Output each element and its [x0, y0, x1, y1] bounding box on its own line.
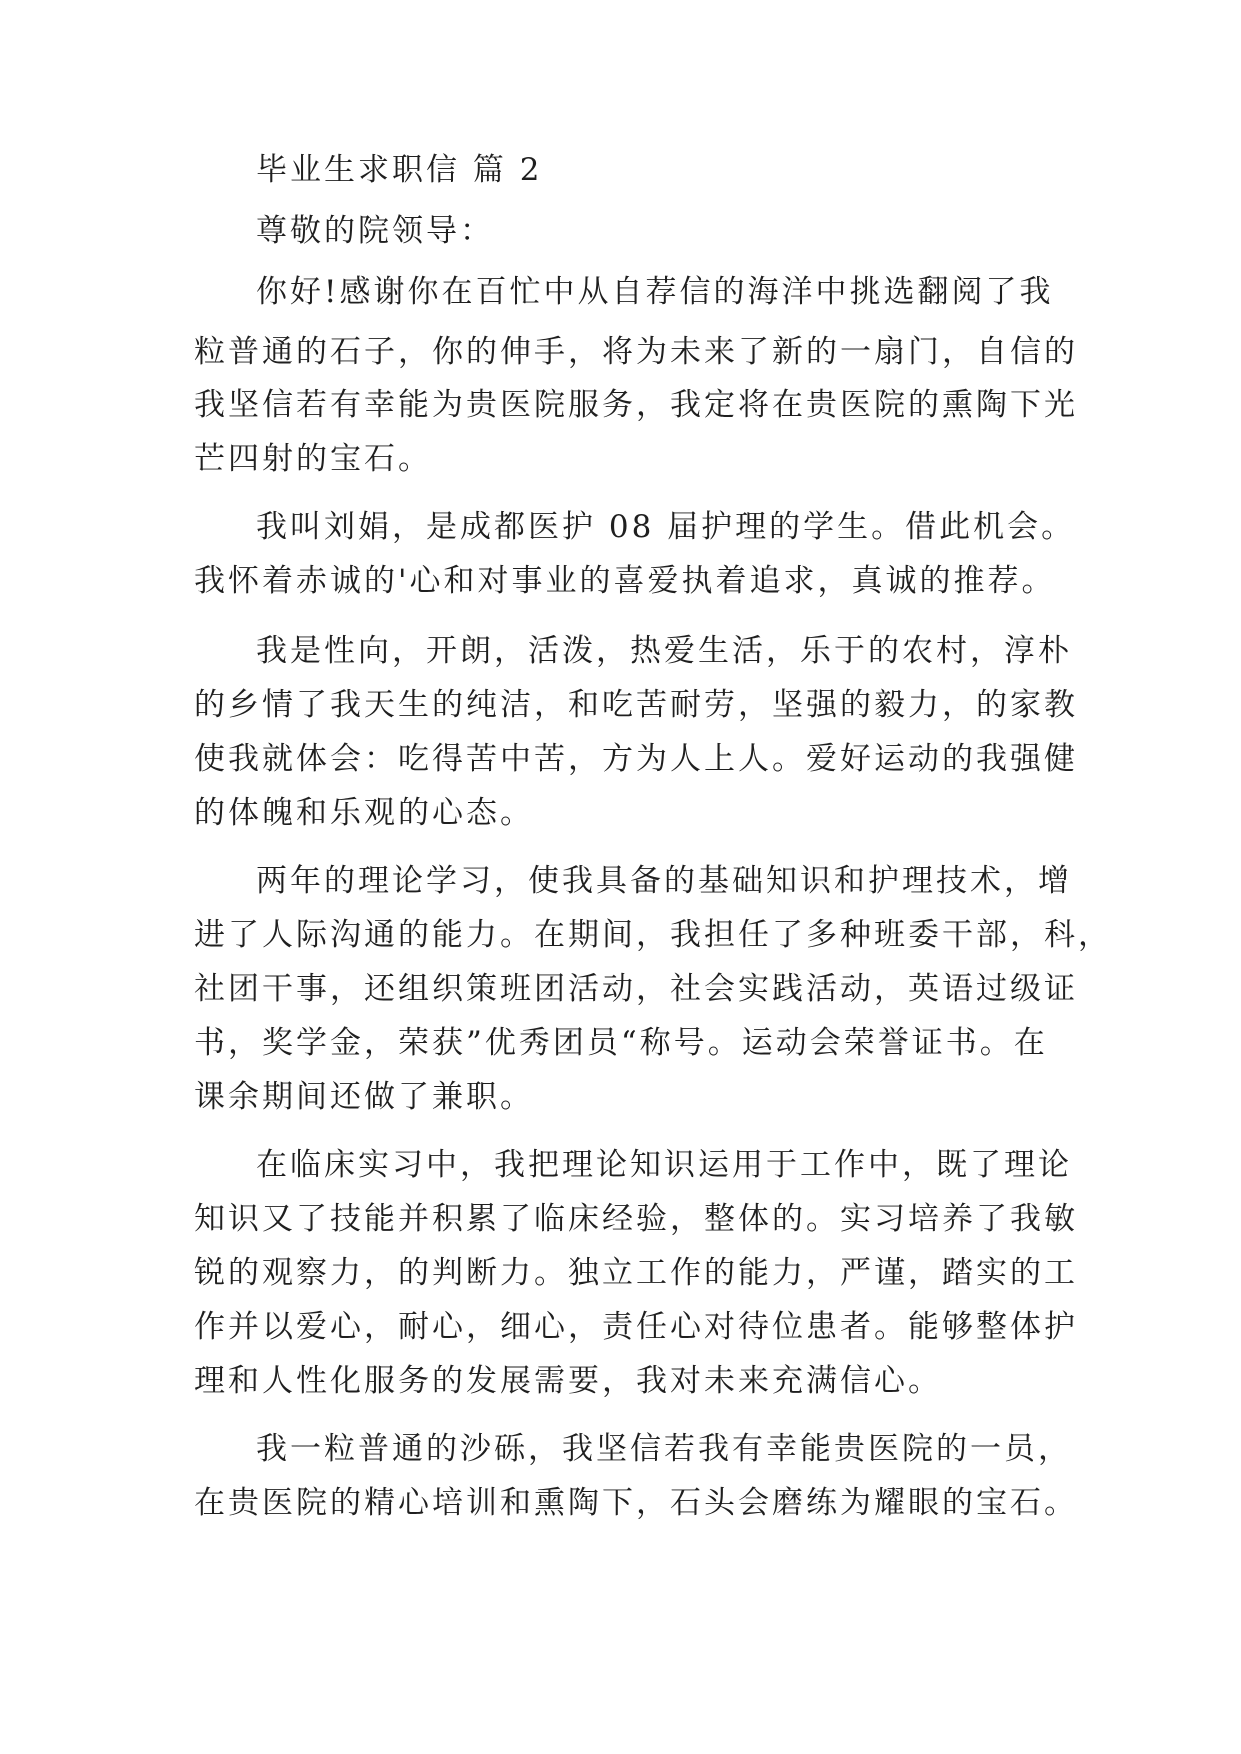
- paragraph-line: 课余期间还做了兼职。: [194, 1079, 534, 1115]
- paragraph-line: 的体魄和乐观的心态。: [194, 795, 534, 831]
- paragraph-line: 进了人际沟通的能力。在期间，我担任了多种班委干部，科，: [194, 917, 1112, 953]
- paragraph-line: 你好!感谢你在百忙中从自荐信的海洋中挑选翻阅了我: [256, 274, 1054, 310]
- paragraph-line: 作并以爱心，耐心，细心，责任心对待位患者。能够整体护: [194, 1309, 1078, 1345]
- paragraph-line: 使我就体会：吃得苦中苦，方为人上人。爱好运动的我强健: [194, 741, 1078, 777]
- paragraph-line: 我是性向，开朗，活泼，热爱生活，乐于的农村，淳朴: [256, 633, 1072, 669]
- paragraph-line: 粒普通的石子，你的伸手，将为未来了新的一扇门，自信的: [194, 334, 1078, 370]
- paragraph-line: 知识又了技能并积累了临床经验，整体的。实习培养了我敏: [194, 1201, 1078, 1237]
- paragraph-line: 我叫刘娟，是成都医护 08 届护理的学生。借此机会。: [256, 509, 1076, 545]
- paragraph-line: 我怀着赤诚的'心和对事业的喜爱执着追求，真诚的推荐。: [194, 563, 1056, 599]
- greeting: 尊敬的院领导：: [256, 213, 494, 249]
- paragraph-line: 在贵医院的精心培训和熏陶下，石头会磨练为耀眼的宝石。: [194, 1485, 1078, 1521]
- paragraph-line: 我一粒普通的沙砾，我坚信若我有幸能贵医院的一员，: [256, 1431, 1072, 1467]
- paragraph-line: 理和人性化服务的发展需要，我对未来充满信心。: [194, 1363, 942, 1399]
- paragraph-line: 的乡情了我天生的纯洁，和吃苦耐劳，坚强的毅力，的家教: [194, 687, 1078, 723]
- paragraph-line: 在临床实习中，我把理论知识运用于工作中，既了理论: [256, 1147, 1072, 1183]
- paragraph-line: 芒四射的宝石。: [194, 441, 432, 477]
- paragraph-line: 我坚信若有幸能为贵医院服务，我定将在贵医院的熏陶下光: [194, 387, 1078, 423]
- paragraph-line: 社团干事，还组织策班团活动，社会实践活动，英语过级证: [194, 971, 1078, 1007]
- paragraph-line: 锐的观察力，的判断力。独立工作的能力，严谨，踏实的工: [194, 1255, 1078, 1291]
- paragraph-line: 两年的理论学习，使我具备的基础知识和护理技术，增: [256, 863, 1072, 899]
- document-title: 毕业生求职信 篇 2: [256, 152, 543, 188]
- paragraph-line: 书，奖学金，荣获”优秀团员“称号。运动会荣誉证书。在: [194, 1025, 1048, 1061]
